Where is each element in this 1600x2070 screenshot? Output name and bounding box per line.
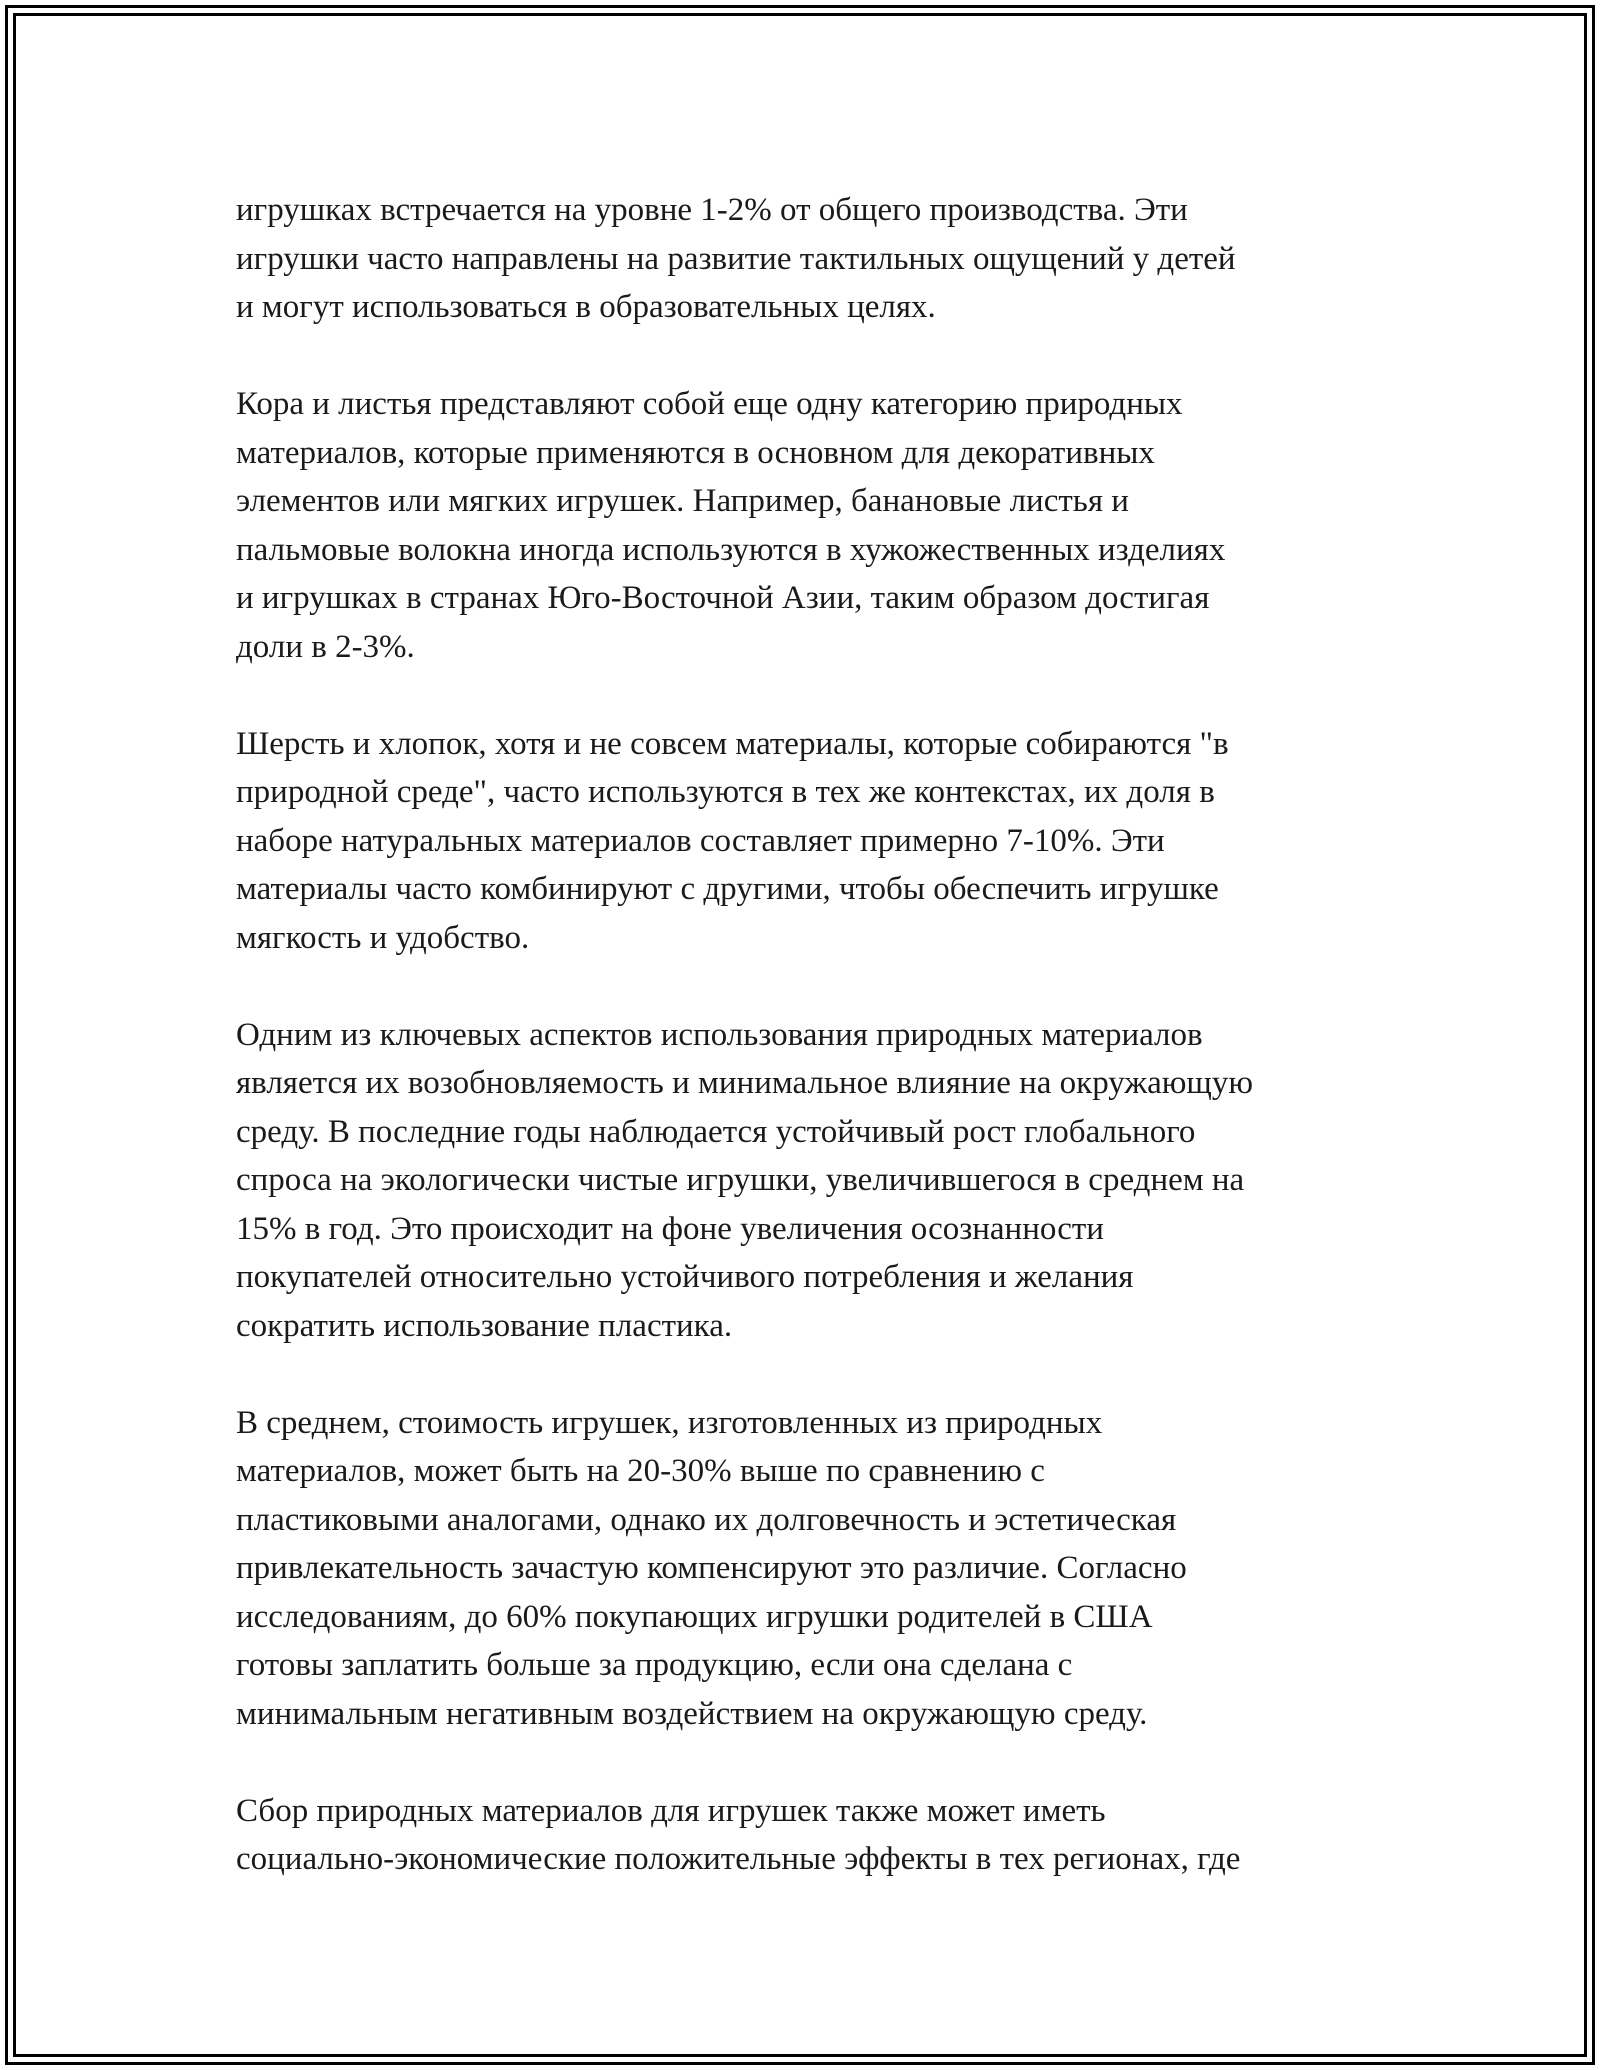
text-line: 15% в год. Это происходит на фоне увеличения осознанности: [236, 1210, 1104, 1247]
text-line: среду. В последние годы наблюдается устойчивый рост глобального: [236, 1113, 1196, 1150]
paragraph-2: [236, 380, 1376, 671]
text-line: исследованиям, до 60% покупающих игрушки родителей в США: [236, 1598, 1153, 1635]
text-line: сократить использование пластика.: [236, 1307, 733, 1344]
text-line: наборе натуральных материалов составляет примерно 7-10%. Эти: [236, 822, 1165, 859]
text-line: социально-экономические положительные эффекты в тех регионах, где: [236, 1841, 1241, 1877]
text-line: природной среде", часто используются в тех же контекстах, их доля в: [236, 774, 1215, 810]
text-line: элементов или мягких игрушек. Например, банановые листья и: [236, 483, 1129, 519]
paragraph-3: [236, 720, 1376, 963]
text-line: игрушках встречается на уровне 1-2% от общего производства. Эти: [236, 192, 1188, 228]
text-line: минимальным негативным воздействием на окружающую среду.: [236, 1695, 1148, 1732]
paragraph-6: [236, 1787, 1376, 1884]
text-line: покупателей относительно устойчивого потребления и желания: [236, 1259, 1134, 1295]
text-line: привлекательность зачастую компенсируют это различие. Согласно: [236, 1550, 1187, 1586]
text-line: пальмовые волокна иногда используются в хужожественных изделиях: [236, 531, 1226, 568]
text-line: доли в 2-3%.: [236, 628, 415, 665]
text-line: готовы заплатить больше за продукцию, если она сделана с: [236, 1647, 1073, 1683]
text-line: В среднем, стоимость игрушек, изготовленных из природных: [236, 1404, 1103, 1441]
text-line: пластиковыми аналогами, однако их долговечность и эстетическая: [236, 1501, 1177, 1538]
text-line: и игрушках в странах Юго-Восточной Азии, таким образом достигая: [236, 580, 1210, 616]
document-body: [236, 186, 1376, 1932]
text-line: материалов, может быть на 20-30% выше по сравнению с: [236, 1453, 1045, 1489]
text-line: является их возобновляемость и минимальное влияние на окружающую: [236, 1065, 1253, 1101]
text-line: материалы часто комбинируют с другими, чтобы обеспечить игрушке: [236, 871, 1219, 907]
text-line: мягкость и удобство.: [236, 919, 530, 956]
text-line: Кора и листья представляют собой еще одну категорию природных: [236, 386, 1183, 422]
text-line: спроса на экологически чистые игрушки, увеличившегося в среднем на: [236, 1162, 1245, 1198]
text-line: Сбор природных материалов для игрушек также может иметь: [236, 1792, 1106, 1829]
paragraph-4: [236, 1011, 1376, 1351]
paragraph-5: [236, 1399, 1376, 1739]
text-line: и могут использоваться в образовательных целях.: [236, 289, 936, 325]
text-line: материалов, которые применяются в основном для декоративных: [236, 434, 1155, 471]
text-line: Шерсть и хлопок, хотя и не совсем материалы, которые собираются "в: [236, 725, 1229, 762]
text-line: игрушки часто направлены на развитие тактильных ощущений у детей: [236, 240, 1236, 277]
text-line: Одним из ключевых аспектов использования природных материалов: [236, 1016, 1203, 1053]
paragraph-1: [236, 186, 1376, 332]
